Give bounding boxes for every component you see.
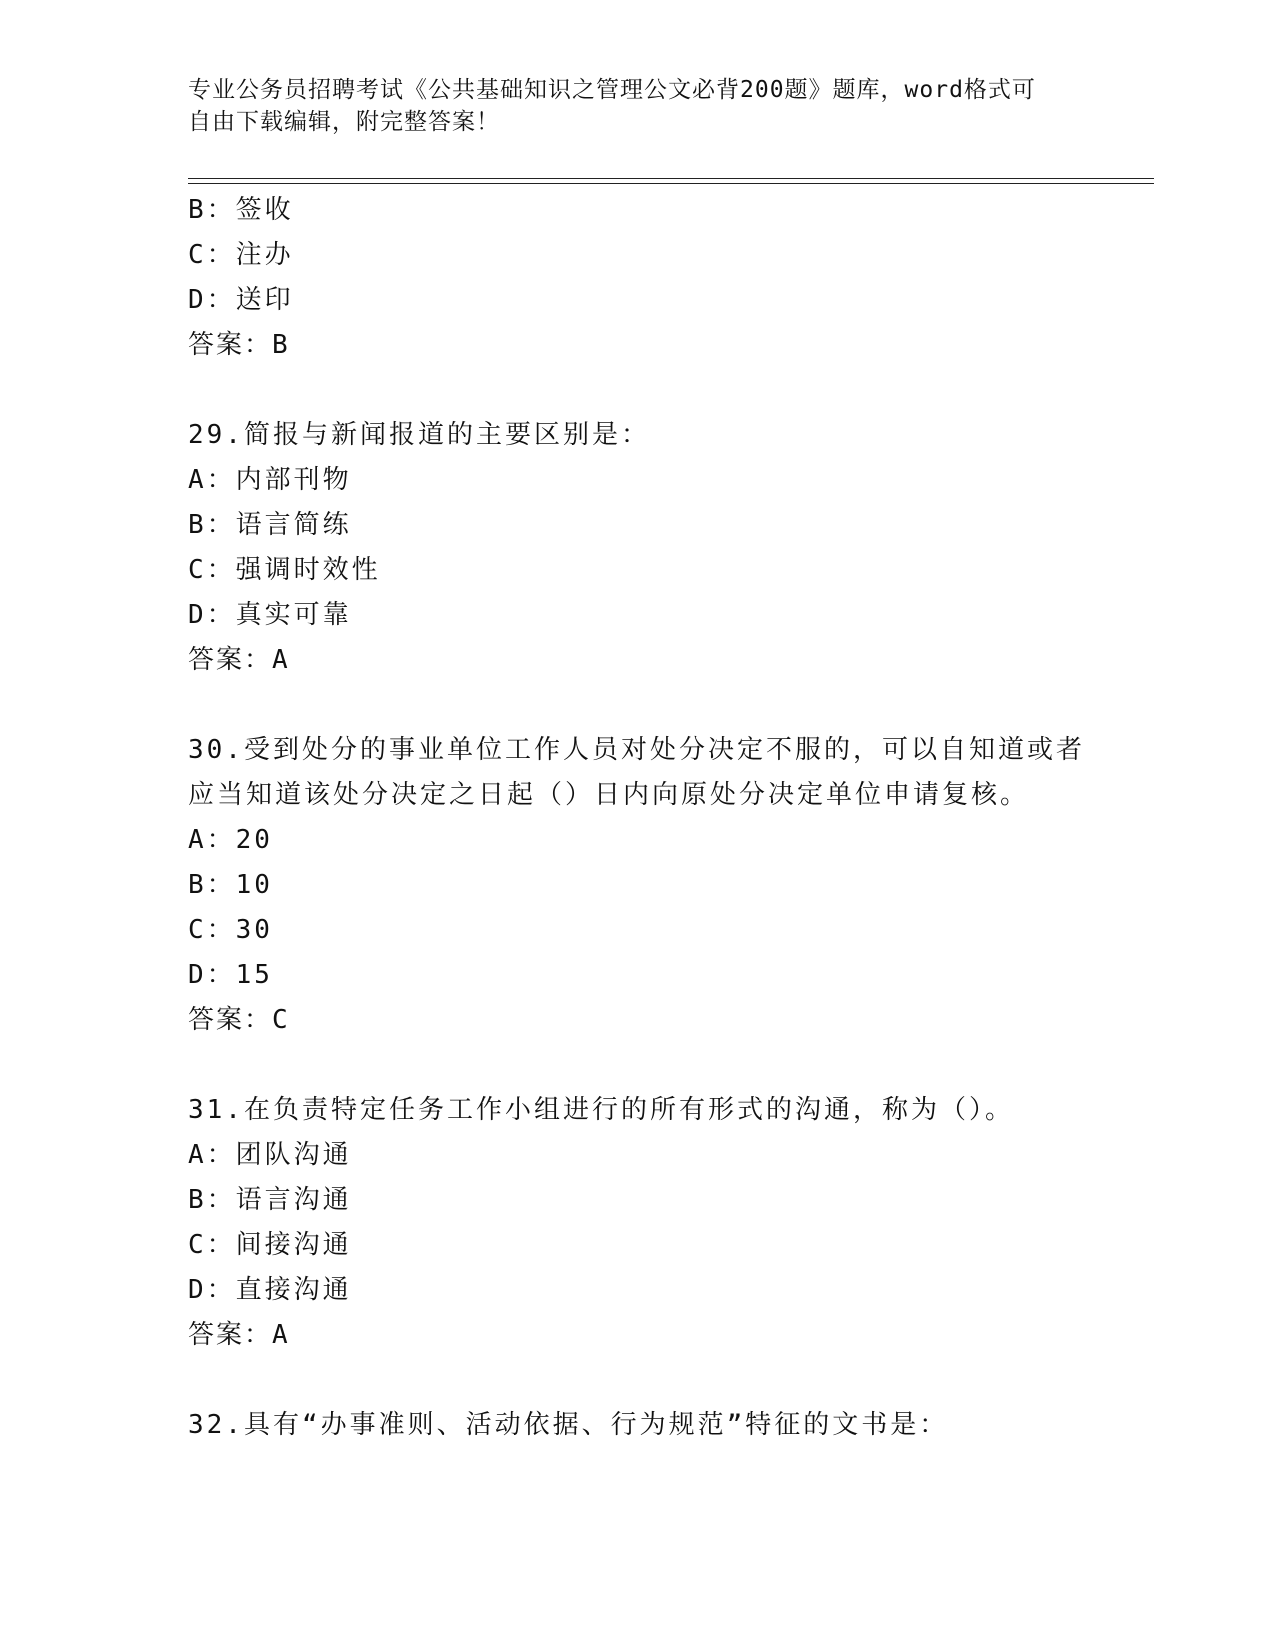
option-c: C：注办 xyxy=(188,240,294,270)
option-a: A：团队沟通 xyxy=(188,1140,352,1170)
option-b: B：10 xyxy=(188,870,273,900)
header-divider-top xyxy=(188,178,1154,179)
question-stem-line-2: 应当知道该处分决定之日起（）日内向原处分决定单位申请复核。 xyxy=(188,780,1030,810)
question-stem: 29.简报与新闻报道的主要区别是： xyxy=(188,420,650,450)
header-line-1: 专业公务员招聘考试《公共基础知识之管理公文必背200题》题库，word格式可 xyxy=(188,77,1036,103)
answer xyxy=(188,329,289,361)
question-stem: 31.在负责特定任务工作小组进行的所有形式的沟通，称为（）。 xyxy=(188,1095,1014,1125)
document-header xyxy=(188,74,1068,138)
header-line-2: 自由下载编辑，附完整答案！ xyxy=(188,109,500,135)
answer xyxy=(188,644,289,676)
answer-label: 答案： xyxy=(188,330,273,360)
answer-label: 答案： xyxy=(188,1005,273,1035)
option-c: C：30 xyxy=(188,915,273,945)
answer-label: 答案： xyxy=(188,1320,273,1350)
option-a: A：20 xyxy=(188,825,273,855)
header-divider-bottom xyxy=(188,183,1154,184)
question-stem: 32.具有“办事准则、活动依据、行为规范”特征的文书是： xyxy=(188,1410,949,1440)
option-b: B：语言沟通 xyxy=(188,1185,352,1215)
option-d: D：直接沟通 xyxy=(188,1275,352,1305)
answer-value: C xyxy=(272,1005,289,1035)
answer-value: B xyxy=(272,330,289,360)
answer-label: 答案： xyxy=(188,645,273,675)
option-d: D：送印 xyxy=(188,285,294,315)
option-d: D：15 xyxy=(188,960,273,990)
answer-value: A xyxy=(272,645,289,675)
option-b: B：语言简练 xyxy=(188,510,352,540)
question-stem-line-1: 30.受到处分的事业单位工作人员对处分决定不服的，可以自知道或者 xyxy=(188,735,1085,765)
option-b: B：签收 xyxy=(188,195,294,225)
answer xyxy=(188,1319,289,1351)
option-d: D：真实可靠 xyxy=(188,600,352,630)
answer-value: A xyxy=(272,1320,289,1350)
option-c: C：间接沟通 xyxy=(188,1230,352,1260)
option-a: A：内部刊物 xyxy=(188,465,352,495)
option-c: C：强调时效性 xyxy=(188,555,381,585)
answer xyxy=(188,1004,289,1036)
